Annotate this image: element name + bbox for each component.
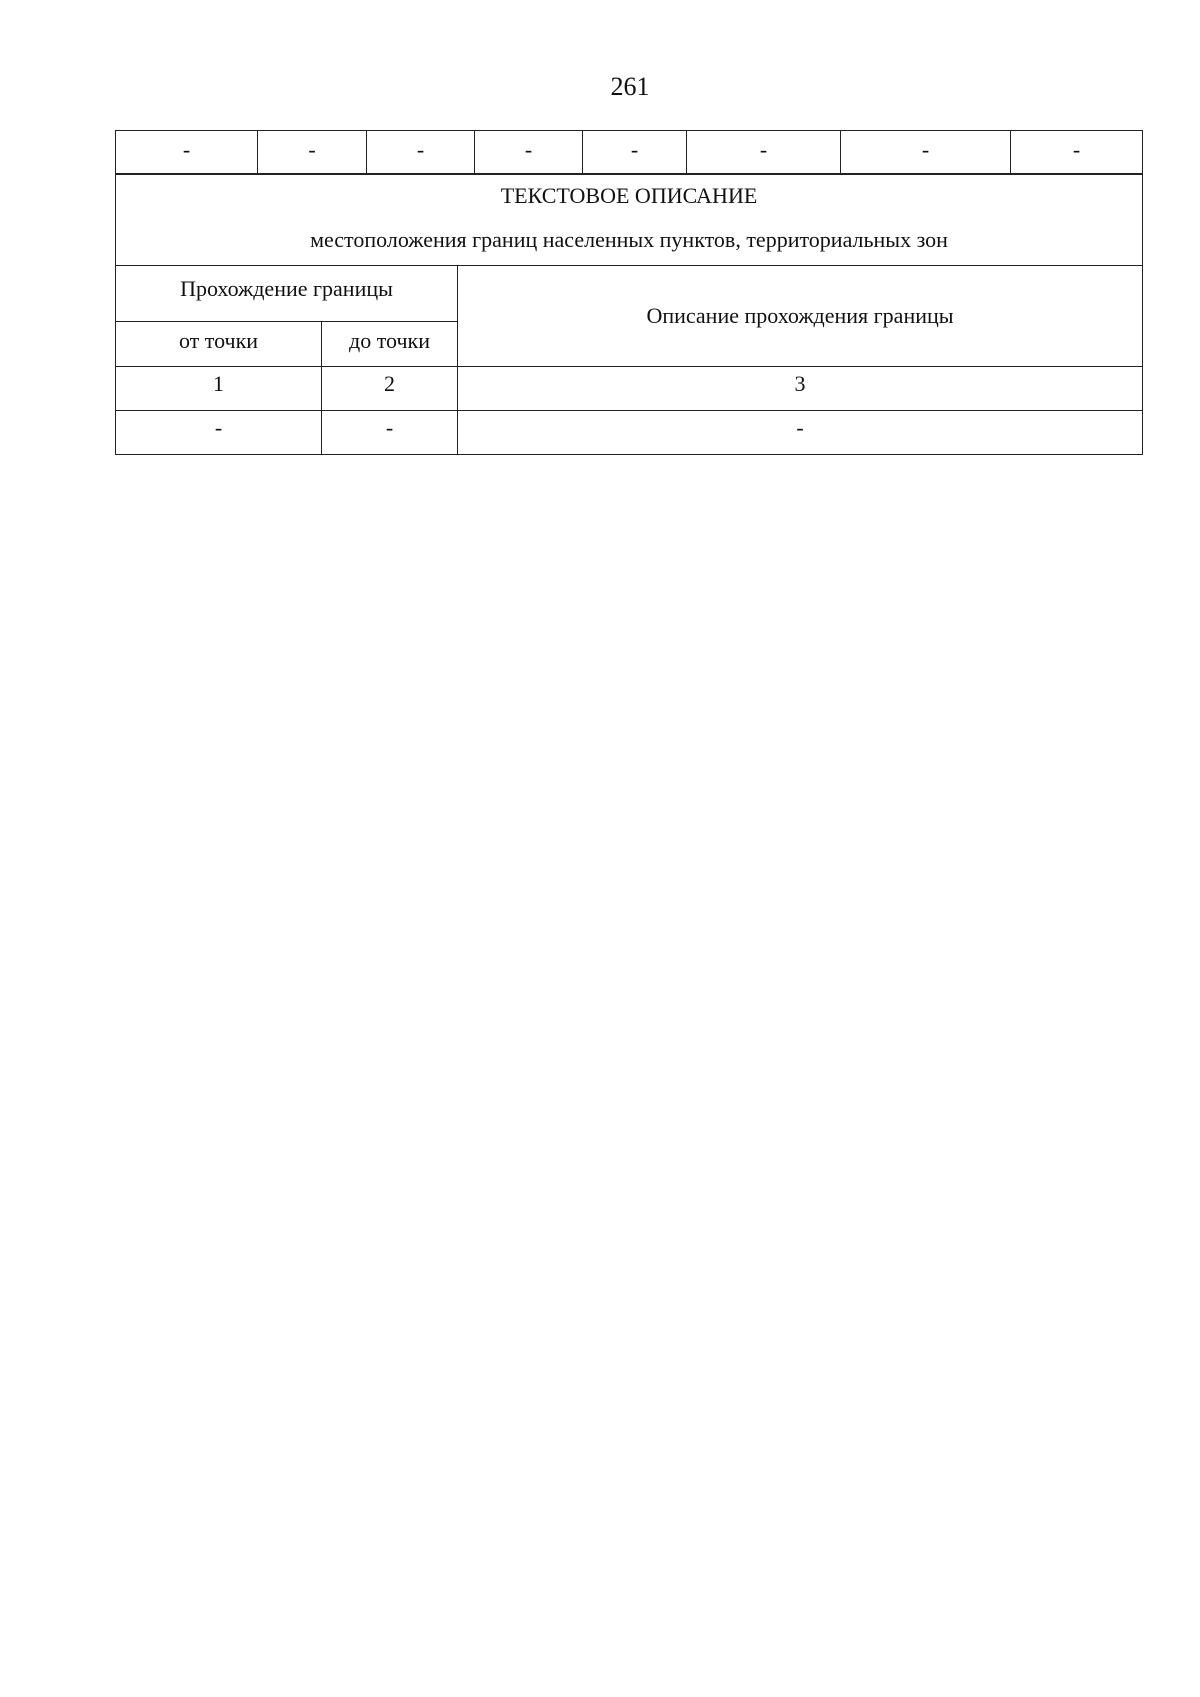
column-number: 2 (322, 367, 458, 411)
table-cell: - (687, 131, 841, 174)
table-cell: - (367, 131, 475, 174)
header-boundary-passage: Прохождение границы (116, 266, 458, 322)
section-title-row (116, 175, 1143, 266)
boundary-description-table (115, 174, 1143, 455)
table-cell: - (841, 131, 1011, 174)
table-cell: - (1011, 131, 1143, 174)
continuation-row-table (115, 130, 1143, 174)
table-row (116, 411, 1143, 455)
column-number: 3 (458, 367, 1143, 411)
column-number: 1 (116, 367, 322, 411)
table-cell: - (116, 131, 258, 174)
section-title: ТЕКСТОВОЕ ОПИСАНИЕ (500, 183, 758, 208)
section-subtitle: местоположения границ населенных пунктов, территориальных зон (310, 227, 948, 252)
table-cell: - (116, 411, 322, 455)
section-title-cell (116, 175, 1143, 266)
header-boundary-description: Описание прохождения границы (458, 266, 1143, 367)
table-cell: - (322, 411, 458, 455)
page-number: 261 (610, 72, 650, 101)
header-row (116, 266, 1143, 322)
table-cell: - (258, 131, 367, 174)
table-row (116, 131, 1143, 174)
header-from-point: от точки (116, 322, 322, 367)
table-cell: - (475, 131, 583, 174)
header-to-point: до точки (322, 322, 458, 367)
table-cell: - (458, 411, 1143, 455)
column-number-row (116, 367, 1143, 411)
table-cell: - (583, 131, 687, 174)
